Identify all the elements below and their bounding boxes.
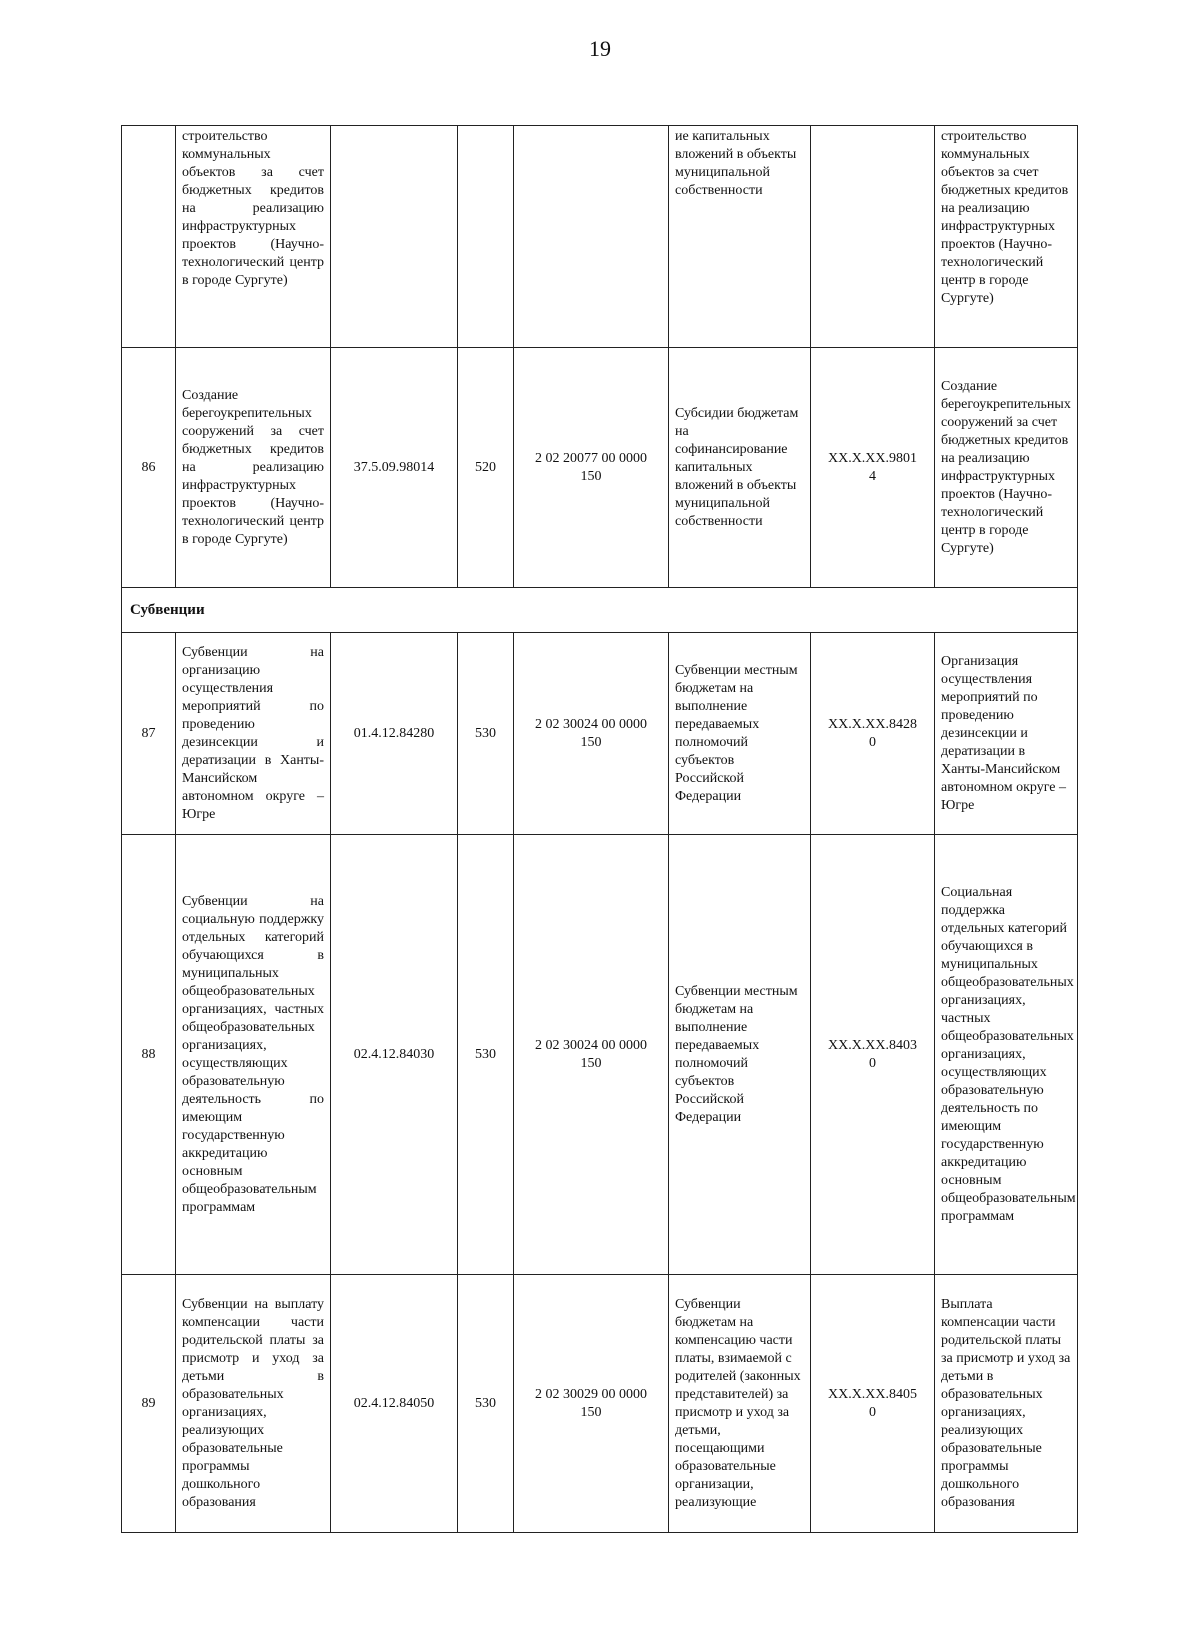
revenue-name-cell: Субсидии бюджетам на софинансирование капитальных вложений в объекты муниципальной собственности xyxy=(669,348,811,588)
result-code-cell: XX.X.XX.8403 0 xyxy=(811,835,935,1275)
revenue-name-cell: Субвенции местным бюджетам на выполнение передаваемых полномочий субъектов Российской Федерации xyxy=(669,633,811,835)
expense-name-cell: Субвенции на социальную поддержку отдельных категорий обучающихся в муниципальных общеобразовательных организациях, частных общеобразовательных организациях, осуществляющих образовательную деятельность по имеющим государственную аккредитацию основным общеобразовательным программам xyxy=(176,835,331,1275)
expense-type-cell: 530 xyxy=(458,835,514,1275)
row-number-cell: 87 xyxy=(122,633,176,835)
table-row xyxy=(122,126,1078,348)
table-row xyxy=(122,835,1078,1275)
revenue-name-cell: ие капитальных вложений в объекты муниципальной собственности xyxy=(669,126,811,348)
expense-name-cell: Субвенции на выплату компенсации части родительской платы за присмотр и уход за детьми в образовательных организациях, реализующих образовательные программы дошкольного образования xyxy=(176,1275,331,1533)
row-number-cell xyxy=(122,126,176,348)
target-article-code-cell: 02.4.12.84030 xyxy=(331,835,458,1275)
result-name-cell: Выплата компенсации части родительской платы за присмотр и уход за детьми в образовательных организациях, реализующих образовательные программы дошкольного образования xyxy=(935,1275,1078,1533)
result-code-cell xyxy=(811,126,935,348)
row-number-cell: 89 xyxy=(122,1275,176,1533)
revenue-name-cell: Субвенции местным бюджетам на выполнение передаваемых полномочий субъектов Российской Федерации xyxy=(669,835,811,1275)
row-number-cell: 86 xyxy=(122,348,176,588)
result-code-cell: XX.X.XX.9801 4 xyxy=(811,348,935,588)
target-article-code-cell xyxy=(331,126,458,348)
expense-name-cell: Субвенции на организацию осуществления мероприятий по проведению дезинсекции и дератизации в Ханты-Мансийском автономном округе – Югре xyxy=(176,633,331,835)
expense-type-cell xyxy=(458,126,514,348)
row-number-cell: 88 xyxy=(122,835,176,1275)
budget-classification-table xyxy=(121,125,1078,1533)
expense-type-cell: 530 xyxy=(458,633,514,835)
expense-type-cell: 530 xyxy=(458,1275,514,1533)
result-name-cell: Создание берегоукрепительных сооружений за счет бюджетных кредитов на реализацию инфраструктурных проектов (Научно-технологический центр в городе Сургуте) xyxy=(935,348,1078,588)
table-row xyxy=(122,348,1078,588)
revenue-name-cell: Субвенции бюджетам на компенсацию части платы, взимаемой с родителей (законных представителей) за присмотр и уход за детьми, посещающими образовательные организации, реализующие xyxy=(669,1275,811,1533)
expense-type-cell: 520 xyxy=(458,348,514,588)
result-code-cell: XX.X.XX.8428 0 xyxy=(811,633,935,835)
result-name-cell: Социальная поддержка отдельных категорий обучающихся в муниципальных общеобразовательных организациях, частных общеобразовательных организациях, осуществляющих образовательную деятельность по имеющим государственную аккредитацию основным общеобразовательным программам xyxy=(935,835,1078,1275)
table-row xyxy=(122,633,1078,835)
target-article-code-cell: 01.4.12.84280 xyxy=(331,633,458,835)
section-header-row xyxy=(122,588,1078,633)
expense-name-cell: Создание берегоукрепительных сооружений за счет бюджетных кредитов на реализацию инфраструктурных проектов (Научно-технологический центр в городе Сургуте) xyxy=(176,348,331,588)
revenue-code-cell: 2 02 30029 00 0000 150 xyxy=(514,1275,669,1533)
revenue-code-cell: 2 02 20077 00 0000 150 xyxy=(514,348,669,588)
result-code-cell: XX.X.XX.8405 0 xyxy=(811,1275,935,1533)
page-number: 19 xyxy=(589,36,611,61)
expense-name-cell: строительство коммунальных объектов за счет бюджетных кредитов на реализацию инфраструктурных проектов (Научно-технологический центр в городе Сургуте) xyxy=(176,126,331,348)
target-article-code-cell: 37.5.09.98014 xyxy=(331,348,458,588)
revenue-code-cell xyxy=(514,126,669,348)
section-title: Субвенции xyxy=(122,588,1078,633)
revenue-code-cell: 2 02 30024 00 0000 150 xyxy=(514,835,669,1275)
result-name-cell: Организация осуществления мероприятий по проведению дезинсекции и дератизации в Ханты-Мансийском автономном округе – Югре xyxy=(935,633,1078,835)
target-article-code-cell: 02.4.12.84050 xyxy=(331,1275,458,1533)
result-name-cell: строительство коммунальных объектов за счет бюджетных кредитов на реализацию инфраструктурных проектов (Научно-технологический центр в городе Сургуте) xyxy=(935,126,1078,348)
revenue-code-cell: 2 02 30024 00 0000 150 xyxy=(514,633,669,835)
table-row xyxy=(122,1275,1078,1533)
